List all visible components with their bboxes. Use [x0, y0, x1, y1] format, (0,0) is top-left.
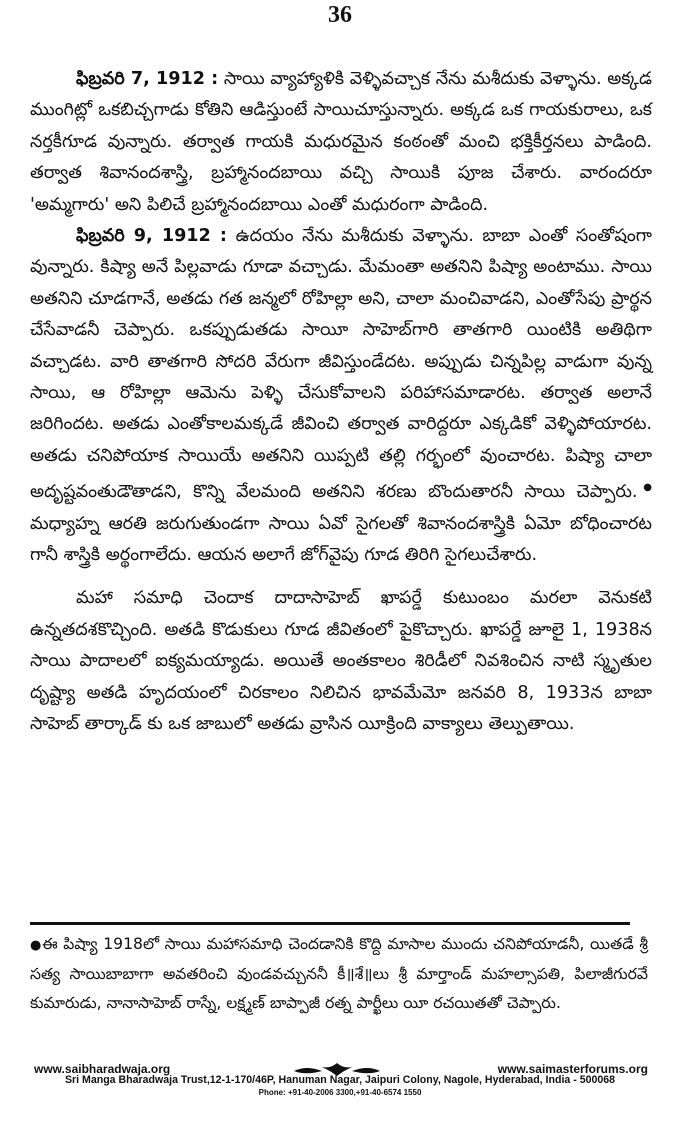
footnote-divider — [30, 922, 630, 925]
paragraph-feb-9 — [30, 221, 652, 571]
page-number: 36 — [328, 2, 352, 28]
main-text — [30, 64, 652, 740]
website-link-saibharadwaja[interactable]: www.saibharadwaja.org — [34, 1062, 171, 1076]
footnote-marker: ● — [30, 938, 43, 953]
entry-date: ఫిబ్రవరి 9, 1912 : — [76, 226, 227, 247]
footnote-marker: ● — [637, 482, 652, 494]
paragraph-feb-7 — [30, 64, 652, 221]
footnote — [30, 930, 648, 1017]
website-link-saimasterforums[interactable]: www.saimasterforums.org — [497, 1062, 648, 1076]
paragraph-text-continued: మధ్యాహ్న ఆరతి జరుగుతుండగా సాయి ఏవో సైగలతో శివానందశాస్త్రికి ఏమో బోధించారట గానీ శాస్త్రికి అర్థంగాలేదు. ఆయన అలాగే జోగ్‌వైపు గూడ తిరిగి సైగలుచేశారు. — [30, 513, 652, 565]
footnote-text: ఈ పిష్యా 1918లో సాయి మహాసమాధి చెందడానికి కొద్ది మాసాల ముందు చనిపోయాడనీ, యితడే శ్రీ సత్య సాయిబాబాగా అవతరించి వుండవచ్చుననీ కీ॥శే॥లు శ్రీ మార్తాండ్ మహల్సాపతి, పిలాజీగురవే కుమారుడు, నానాసాహెబ్ రాస్నే, లక్ష్మణ్ బాప్పాజీ రత్న పార్ఖీలు యీ రచయితతో చెప్పారు. — [30, 935, 648, 1012]
trust-address: Sri Manga Bharadwaja Trust,12-1-170/46P, Hanuman Nagar, Jaipuri Colony, Nagole, Hyderabad, India - 500068 — [64, 1074, 616, 1086]
entry-date: ఫిబ్రవరి 7, 1912 : — [76, 69, 219, 89]
paragraph-text: మహా సమాధి చెందాక దాదాసాహెబ్ ఖాపర్డే కుటుంబం మరలా వెనుకటి ఉన్నతదశకొచ్చింది. అతడి కొడుకులు గూడ జీవితంలో పైకొచ్చారు. ఖాపర్డే జూలై 1, 1938న సాయి పాదాలలో ఐక్యమయ్యాడు. అయితే అంతకాలం శిరిడీలో నివశించిన నాటి స్మృతుల దృష్ట్యా అతడి హృదయంలో చిరకాలం నిలిచిన భావమేమో జనవరి 8, 1933న బాబా సాహెబ్ తార్కాడ్ కు ఒక జాబులో అతడు వ్రాసిన యీక్రింది వాక్యాలు తెల్పుతాయి. — [30, 588, 652, 734]
phone-numbers: Phone: +91-40-2006 3300,+91-40-6574 1550 — [258, 1088, 422, 1097]
paragraph-text: సాయి వ్యాహ్యాళికి వెళ్ళివచ్చాక నేను మశీదుకు వెళ్ళాను. అక్కడ ముంగిట్లో ఒకబిచ్చగాడు కోతిని ఆడిస్తుంటే సాయిచూస్తున్నారు. అక్కడ ఒక గాయకురాలు, ఒక నర్తకీగూడ వున్నారు. తర్వాత గాయకి మధురమైన కంఠంతో మంచి భక్తికీర్తనలు పాడింది. తర్వాత శివానందశాస్త్రి, బ్రహ్మానందబాయి వచ్చి సాయికి పూజ చేశారు. వారందరూ 'అమ్మగారు' అని పిలిచే బ్రహ్మానందబాయి ఎంతో మధురంగా పాడింది. — [30, 69, 652, 215]
paragraph-mahasamadhi — [30, 583, 652, 740]
paragraph-text: ఉదయం నేను మశీదుకు వెళ్ళాను. బాబా ఎంతో సంతోషంగా వున్నారు. కిష్యా అనే పిల్లవాడు గూడా వచ్చాడు. మేమంతా అతనిని పిష్యా అంటాము. సాయి అతనిని చూడగానే, అతడు గత జన్మలో రోహిల్లా అని, చాలా మంచివాడని, ఎంతోసేపు ప్రార్థన చేసేవాడనీ చెప్పారు. ఒకప్పుడుతడు సాయీ సాహెబ్‌గారి తాతగారి యింటికి అతిథిగా వచ్చాడట. వారి తాతగారి సోదరి వేరుగా జీవిస్తుండేదట. అప్పుడు చిన్నపిల్ల వాడుగా వున్న సాయి, ఆ రోహిల్లా ఆమెను పెళ్ళి చేసుకోవాలని పరిహాసమాడారట. తర్వాత అలానే జరిగిందట. అతడు ఎంతోకాలమక్కడే జీవించి తర్వాత వారిద్దరూ ఎక్కడికో వెళ్ళిపోయారట. అతడు చనిపోయాక సాయియే అతనిని యిప్పటి తల్లి గర్భంలో వుంచారట. పిష్యా చాలా అదృష్టవంతుడౌతాడని, కొన్ని వేలమంది అతనిని శరణు బొందుతారనీ సాయి చెప్పారు. — [30, 226, 653, 503]
